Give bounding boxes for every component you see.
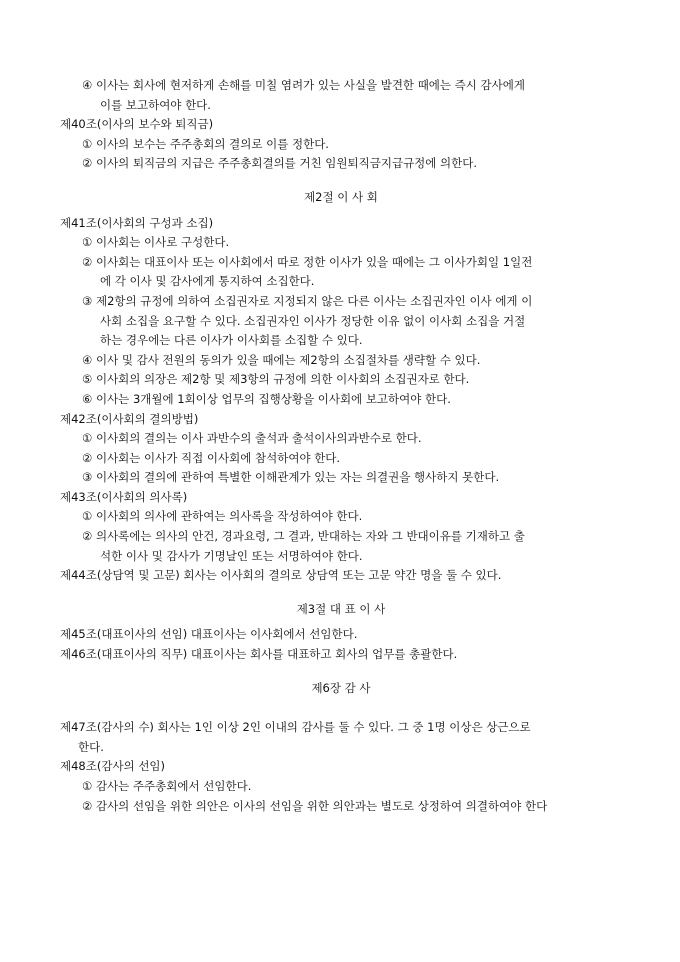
article-line: 제46조(대표이사의 직무) 대표이사는 회사를 대표하고 회사의 업무를 총괄한다. [60, 647, 458, 662]
clause-item: ① 이사회의 의사에 관하여는 의사록을 작성하여야 한다. [82, 509, 363, 524]
article-line: 제40조(이사의 보수와 퇴직금) [60, 117, 214, 132]
section-heading: 제2절 이 사 회 [304, 189, 378, 204]
clause-item: ① 이사의 보수는 주주총회의 결의로 이를 정한다. [82, 136, 329, 151]
clause-item: ② 이사회는 대표이사 또는 이사회에서 따로 정한 이사가 있을 때에는 그 이사가회일 1일전 [82, 254, 533, 269]
document-body [60, 76, 622, 816]
clause-item: ④ 이사 및 감사 전원의 동의가 있을 때에는 제2항의 소집절차를 생략할 수 있다. [82, 352, 481, 367]
clause-item-continuation: 이를 보고하여야 한다. [100, 97, 211, 112]
clause-item: ② 감사의 선임을 위한 의안은 이사의 선임을 위한 의안과는 별도로 상정하여 의결하여야 한다 [82, 798, 548, 813]
clause-item-continuation: 석한 이사 및 감사가 기명날인 또는 서명하여야 한다. [100, 548, 363, 563]
clause-item: ⑥ 이사는 3개월에 1회이상 업무의 집행상황을 이사회에 보고하여야 한다. [82, 391, 451, 406]
clause-item: ③ 이사회의 결의에 관하여 특별한 이해관계가 있는 자는 의결권을 행사하지 못한다. [82, 470, 500, 485]
clause-item: ② 이사의 퇴직금의 지급은 주주총회결의를 거친 임원퇴직금지급규정에 의한다. [82, 156, 478, 171]
article-continuation: 한다. [78, 739, 104, 754]
section-heading: 제3절 대 표 이 사 [296, 601, 386, 616]
clause-item: ① 감사는 주주총회에서 선임한다. [82, 779, 252, 793]
clause-item: ⑤ 이사회의 의장은 제2항 및 제3항의 규정에 의한 이사회의 소집권자로 한다. [82, 372, 470, 387]
article-line: 제47조(감사의 수) 회사는 1인 이상 2인 이내의 감사를 둘 수 있다. 그 중 1명 이상은 상근으로 [60, 720, 531, 735]
clause-item: ① 이사회의 결의는 이사 과반수의 출석과 출석이사의과반수로 한다. [82, 431, 422, 446]
article-line: 제48조(감사의 선임) [60, 759, 166, 774]
article-line: 제41조(이사회의 구성과 소집) [60, 215, 214, 230]
article-line: 제44조(상담역 및 고문) 회사는 이사회의 결의로 상담역 또는 고문 약간 명을 둘 수 있다. [60, 568, 502, 583]
clause-item: ② 의사록에는 의사의 안건, 경과요령, 그 결과, 반대하는 자와 그 반대이유를 기재하고 출 [82, 529, 525, 544]
article-line: 제45조(대표이사의 선임) 대표이사는 이사회에서 선임한다. [60, 627, 358, 642]
clause-item-continuation: 사회 소집을 요구할 수 있다. 소집권자인 이사가 정당한 이유 없이 이사회 소집을 거절 [100, 313, 526, 328]
clause-item-continuation: 에 각 이사 및 감사에게 통지하여 소집한다. [100, 274, 315, 289]
clause-item: ③ 제2항의 규정에 의하여 소집권자로 지정되지 않은 다른 이사는 소집권자인 이사 에게 이 [82, 293, 533, 308]
clause-item-continuation: 하는 경우에는 다른 이사가 이사회를 소집할 수 있다. [100, 333, 363, 348]
clause-item: ④ 이사는 회사에 현저하게 손해를 미칠 염려가 있는 사실을 발견한 때에는 즉시 감사에게 [82, 78, 525, 92]
clause-item: ② 이사회는 이사가 직접 이사회에 참석하여야 한다. [82, 450, 341, 465]
article-line: 제43조(이사회의 의사록) [60, 489, 188, 504]
clause-item: ① 이사회는 이사로 구성한다. [82, 235, 230, 250]
chapter-heading: 제6장 감 사 [311, 680, 371, 695]
article-line: 제42조(이사회의 결의방법) [60, 411, 199, 426]
